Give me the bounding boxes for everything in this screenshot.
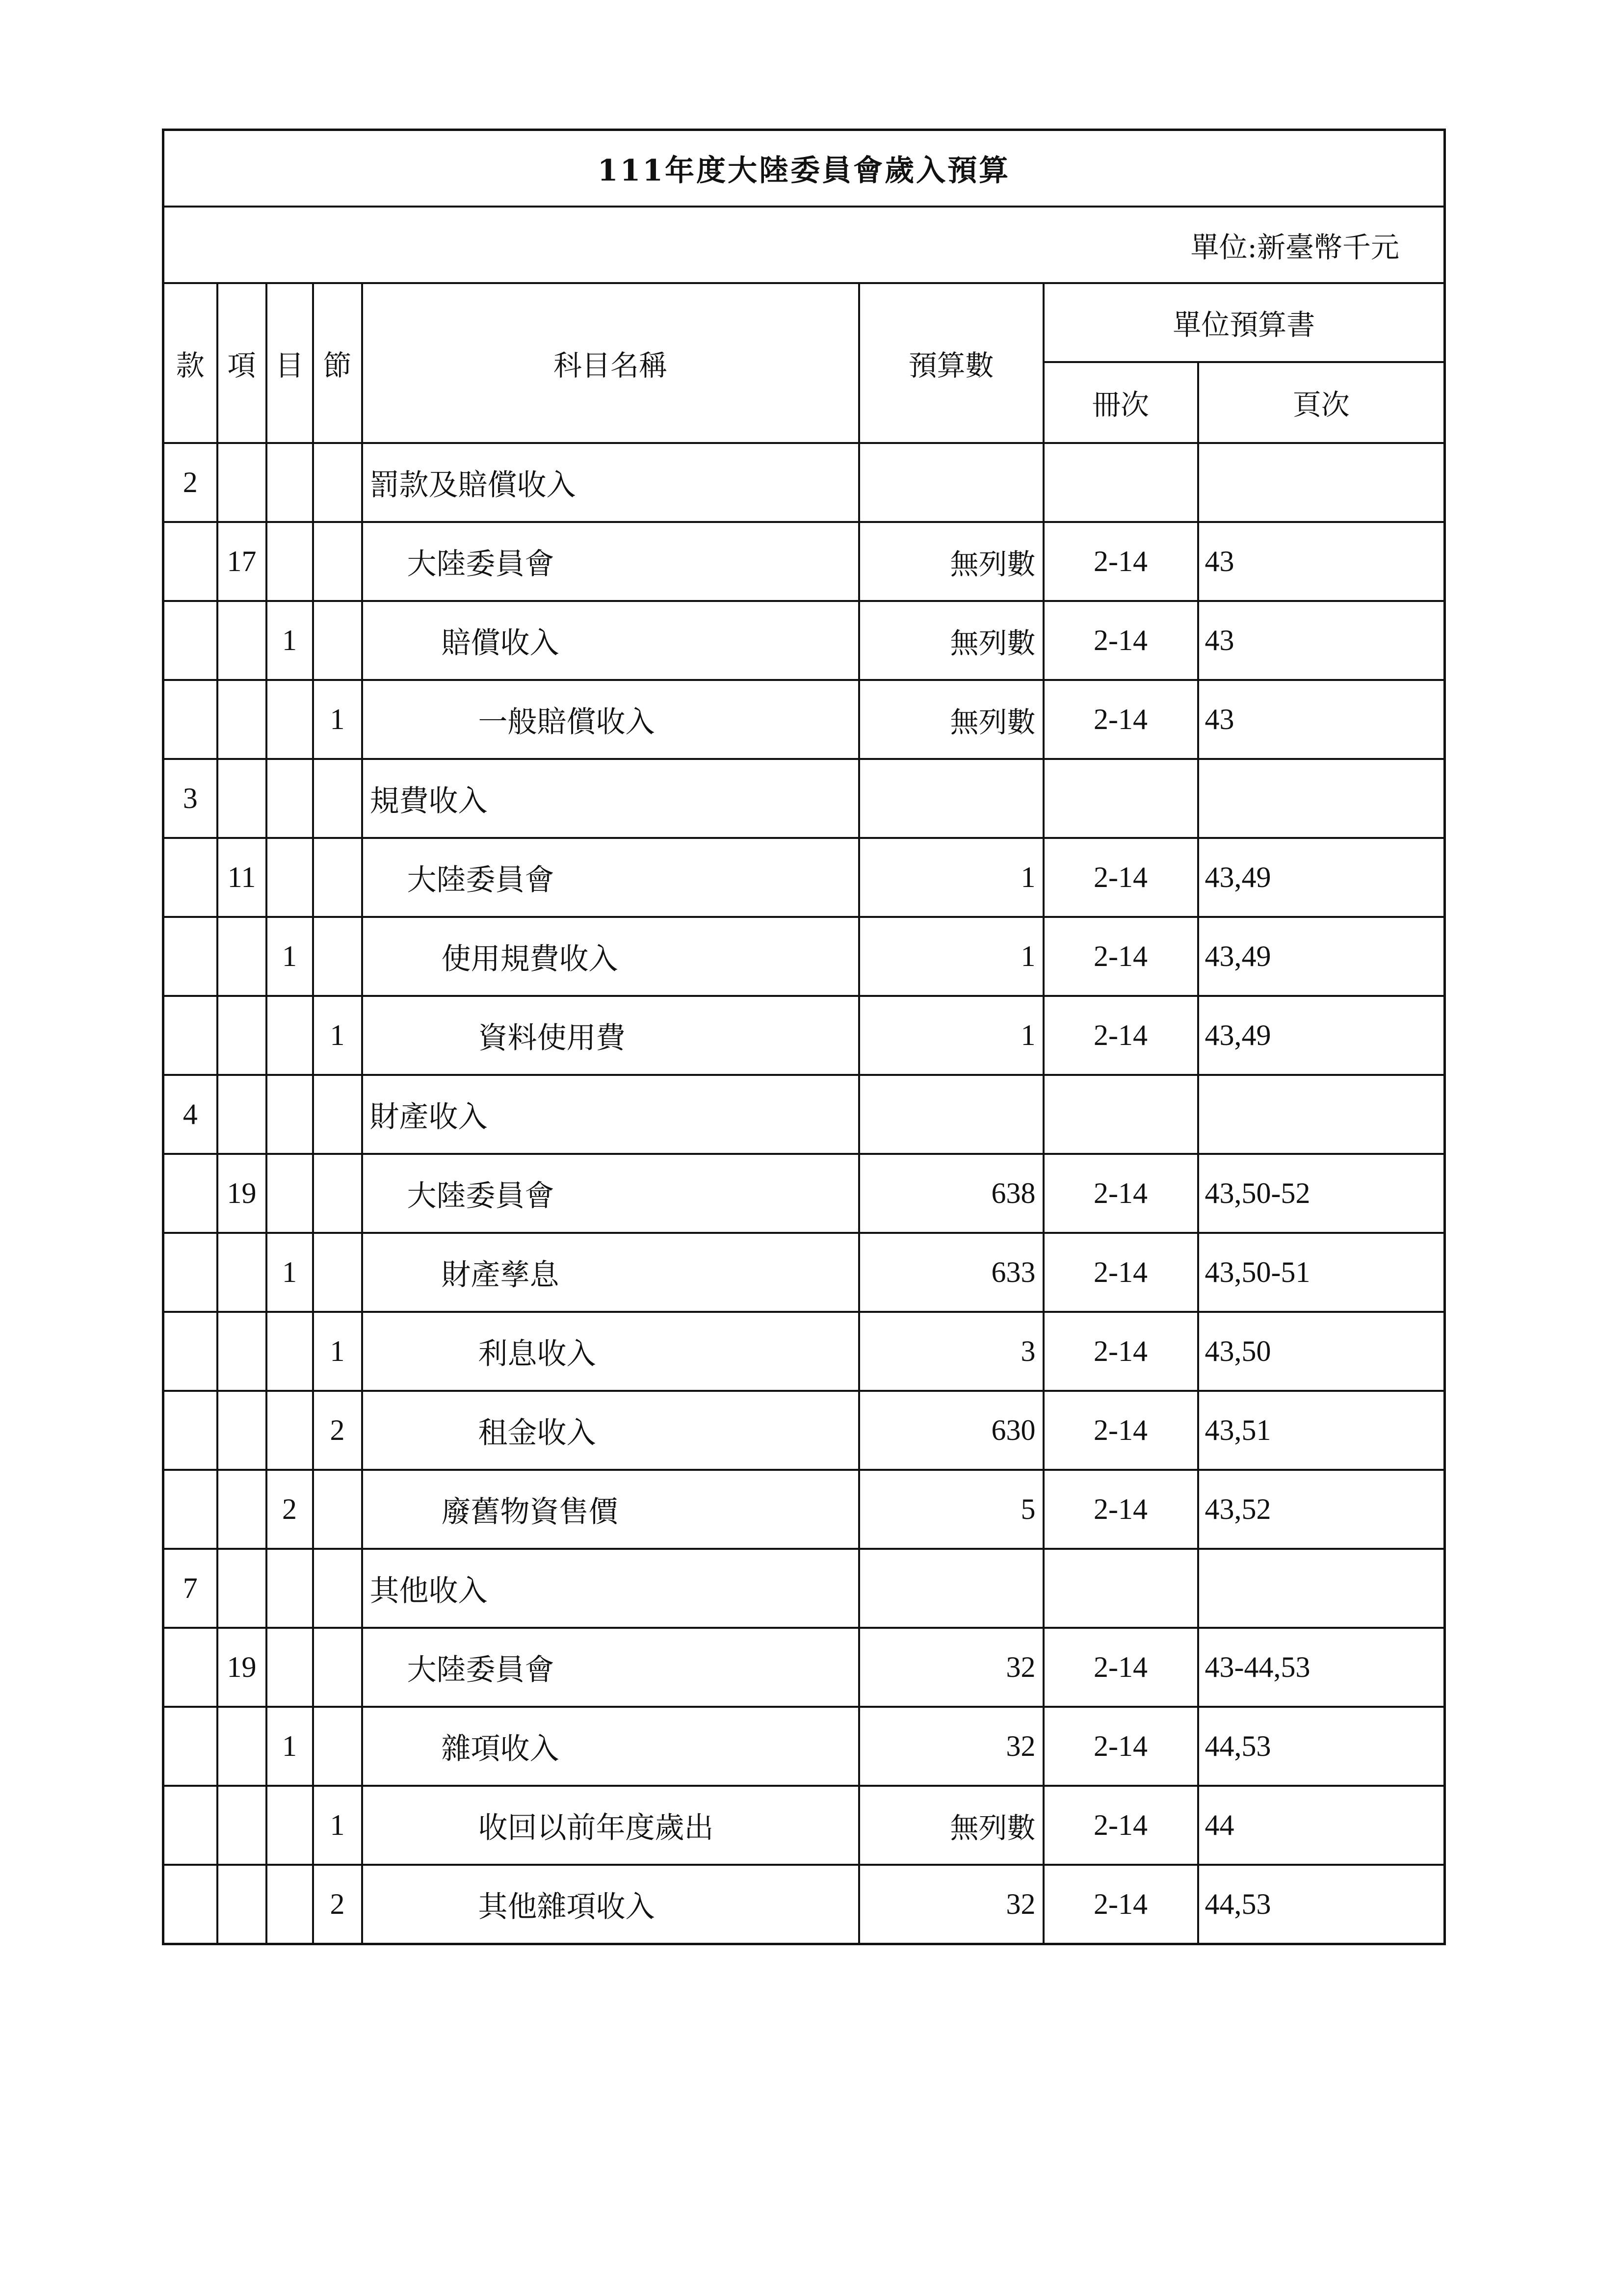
header-budget-amount: 預算數 xyxy=(859,283,1044,443)
cell-mu xyxy=(266,1628,313,1707)
cell-subject-name: 雜項收入 xyxy=(362,1707,859,1786)
header-xiang: 項 xyxy=(217,283,266,443)
cell-xiang xyxy=(217,1865,266,1944)
cell-volume xyxy=(1044,1549,1198,1628)
cell-budget-amount: 32 xyxy=(859,1707,1044,1786)
cell-subject-name: 其他收入 xyxy=(362,1549,859,1628)
cell-xiang: 19 xyxy=(217,1628,266,1707)
cell-kuan xyxy=(163,1154,217,1233)
cell-page: 43 xyxy=(1198,522,1445,601)
cell-page: 43,52 xyxy=(1198,1470,1445,1549)
cell-jie xyxy=(313,601,362,680)
cell-budget-amount: 3 xyxy=(859,1312,1044,1391)
cell-volume: 2-14 xyxy=(1044,1628,1198,1707)
table-row xyxy=(163,522,1445,601)
cell-xiang: 19 xyxy=(217,1154,266,1233)
cell-budget-amount: 638 xyxy=(859,1154,1044,1233)
cell-subject-name: 其他雜項收入 xyxy=(362,1865,859,1944)
cell-mu: 1 xyxy=(266,601,313,680)
cell-volume xyxy=(1044,1075,1198,1154)
cell-mu xyxy=(266,1391,313,1470)
cell-jie xyxy=(313,759,362,838)
cell-xiang xyxy=(217,1233,266,1312)
cell-volume: 2-14 xyxy=(1044,1391,1198,1470)
cell-mu xyxy=(266,838,313,917)
table-row xyxy=(163,1628,1445,1707)
table-row xyxy=(163,601,1445,680)
cell-subject-name: 財產收入 xyxy=(362,1075,859,1154)
cell-kuan xyxy=(163,1628,217,1707)
cell-mu: 1 xyxy=(266,1233,313,1312)
cell-subject-name: 財產孳息 xyxy=(362,1233,859,1312)
cell-budget-amount: 630 xyxy=(859,1391,1044,1470)
cell-volume xyxy=(1044,759,1198,838)
cell-volume: 2-14 xyxy=(1044,1707,1198,1786)
table-row xyxy=(163,1075,1445,1154)
cell-jie xyxy=(313,1233,362,1312)
cell-jie: 1 xyxy=(313,996,362,1075)
cell-subject-name: 規費收入 xyxy=(362,759,859,838)
cell-kuan: 4 xyxy=(163,1075,217,1154)
cell-volume: 2-14 xyxy=(1044,1865,1198,1944)
cell-volume: 2-14 xyxy=(1044,996,1198,1075)
header-subject-name: 科目名稱 xyxy=(362,283,859,443)
cell-kuan xyxy=(163,1786,217,1865)
cell-page xyxy=(1198,1075,1445,1154)
cell-kuan: 3 xyxy=(163,759,217,838)
cell-budget-amount xyxy=(859,1549,1044,1628)
cell-budget-amount xyxy=(859,1075,1044,1154)
table-row xyxy=(163,1865,1445,1944)
cell-xiang xyxy=(217,1707,266,1786)
cell-page: 43,51 xyxy=(1198,1391,1445,1470)
cell-kuan xyxy=(163,601,217,680)
cell-kuan xyxy=(163,1391,217,1470)
cell-subject-name: 一般賠償收入 xyxy=(362,680,859,759)
cell-xiang xyxy=(217,443,266,522)
cell-xiang xyxy=(217,759,266,838)
cell-xiang: 17 xyxy=(217,522,266,601)
table-row xyxy=(163,996,1445,1075)
cell-jie xyxy=(313,443,362,522)
cell-xiang xyxy=(217,1549,266,1628)
cell-mu: 1 xyxy=(266,1707,313,1786)
header-unit-budget-book: 單位預算書 xyxy=(1044,283,1445,362)
cell-budget-amount xyxy=(859,443,1044,522)
cell-jie xyxy=(313,1707,362,1786)
cell-page: 43,50-51 xyxy=(1198,1233,1445,1312)
cell-mu xyxy=(266,443,313,522)
table-row xyxy=(163,838,1445,917)
budget-table xyxy=(162,129,1446,1945)
header-jie: 節 xyxy=(313,283,362,443)
cell-kuan xyxy=(163,1707,217,1786)
cell-subject-name: 使用規費收入 xyxy=(362,917,859,996)
cell-xiang: 11 xyxy=(217,838,266,917)
cell-budget-amount: 1 xyxy=(859,996,1044,1075)
cell-mu xyxy=(266,1154,313,1233)
cell-mu: 2 xyxy=(266,1470,313,1549)
cell-budget-amount: 32 xyxy=(859,1628,1044,1707)
header-mu: 目 xyxy=(266,283,313,443)
cell-page: 43,49 xyxy=(1198,917,1445,996)
cell-jie xyxy=(313,917,362,996)
cell-xiang xyxy=(217,601,266,680)
cell-kuan: 2 xyxy=(163,443,217,522)
table-row xyxy=(163,1391,1445,1470)
cell-kuan xyxy=(163,1865,217,1944)
table-row xyxy=(163,1233,1445,1312)
cell-subject-name: 大陸委員會 xyxy=(362,1628,859,1707)
cell-volume: 2-14 xyxy=(1044,1312,1198,1391)
cell-kuan xyxy=(163,1470,217,1549)
cell-budget-amount: 32 xyxy=(859,1865,1044,1944)
cell-subject-name: 罰款及賠償收入 xyxy=(362,443,859,522)
cell-volume: 2-14 xyxy=(1044,917,1198,996)
cell-kuan xyxy=(163,838,217,917)
table-row xyxy=(163,443,1445,522)
cell-xiang xyxy=(217,680,266,759)
cell-volume: 2-14 xyxy=(1044,838,1198,917)
cell-volume xyxy=(1044,443,1198,522)
table-row xyxy=(163,1549,1445,1628)
table-row xyxy=(163,1154,1445,1233)
cell-mu xyxy=(266,522,313,601)
cell-xiang xyxy=(217,1391,266,1470)
cell-page: 43-44,53 xyxy=(1198,1628,1445,1707)
cell-mu xyxy=(266,1312,313,1391)
cell-page xyxy=(1198,759,1445,838)
cell-volume: 2-14 xyxy=(1044,601,1198,680)
cell-jie xyxy=(313,1154,362,1233)
cell-page: 43,49 xyxy=(1198,996,1445,1075)
cell-budget-amount: 633 xyxy=(859,1233,1044,1312)
cell-page: 43 xyxy=(1198,601,1445,680)
cell-jie: 1 xyxy=(313,1312,362,1391)
table-title: 111年度大陸委員會歲入預算 xyxy=(163,130,1445,207)
cell-kuan xyxy=(163,1233,217,1312)
cell-subject-name: 大陸委員會 xyxy=(362,838,859,917)
cell-mu xyxy=(266,1075,313,1154)
table-row xyxy=(163,917,1445,996)
cell-budget-amount: 無列數 xyxy=(859,680,1044,759)
cell-jie: 2 xyxy=(313,1865,362,1944)
cell-kuan xyxy=(163,1312,217,1391)
cell-volume: 2-14 xyxy=(1044,680,1198,759)
cell-subject-name: 收回以前年度歲出 xyxy=(362,1786,859,1865)
table-row xyxy=(163,1707,1445,1786)
cell-kuan xyxy=(163,917,217,996)
cell-volume: 2-14 xyxy=(1044,1470,1198,1549)
cell-subject-name: 大陸委員會 xyxy=(362,522,859,601)
cell-budget-amount: 1 xyxy=(859,917,1044,996)
cell-mu xyxy=(266,759,313,838)
cell-mu: 1 xyxy=(266,917,313,996)
cell-xiang xyxy=(217,917,266,996)
cell-jie xyxy=(313,838,362,917)
table-row xyxy=(163,1312,1445,1391)
cell-page: 43,50-52 xyxy=(1198,1154,1445,1233)
cell-page: 43,49 xyxy=(1198,838,1445,917)
cell-kuan: 7 xyxy=(163,1549,217,1628)
cell-page: 43 xyxy=(1198,680,1445,759)
cell-xiang xyxy=(217,1312,266,1391)
cell-subject-name: 賠償收入 xyxy=(362,601,859,680)
cell-jie: 2 xyxy=(313,1391,362,1470)
cell-xiang xyxy=(217,996,266,1075)
cell-kuan xyxy=(163,522,217,601)
cell-mu xyxy=(266,996,313,1075)
cell-page: 44,53 xyxy=(1198,1865,1445,1944)
header-volume: 冊次 xyxy=(1044,362,1198,443)
header-page: 頁次 xyxy=(1198,362,1445,443)
cell-subject-name: 資料使用費 xyxy=(362,996,859,1075)
table-row xyxy=(163,1470,1445,1549)
cell-budget-amount xyxy=(859,759,1044,838)
cell-mu xyxy=(266,1549,313,1628)
cell-jie: 1 xyxy=(313,680,362,759)
cell-mu xyxy=(266,680,313,759)
cell-xiang xyxy=(217,1786,266,1865)
cell-mu xyxy=(266,1865,313,1944)
table-row xyxy=(163,759,1445,838)
table-row xyxy=(163,680,1445,759)
cell-subject-name: 廢舊物資售價 xyxy=(362,1470,859,1549)
table-row xyxy=(163,1786,1445,1865)
cell-page: 44,53 xyxy=(1198,1707,1445,1786)
cell-budget-amount: 無列數 xyxy=(859,522,1044,601)
cell-mu xyxy=(266,1786,313,1865)
cell-jie xyxy=(313,1075,362,1154)
header-kuan: 款 xyxy=(163,283,217,443)
cell-page xyxy=(1198,443,1445,522)
cell-volume: 2-14 xyxy=(1044,522,1198,601)
cell-page: 43,50 xyxy=(1198,1312,1445,1391)
cell-volume: 2-14 xyxy=(1044,1786,1198,1865)
cell-budget-amount: 無列數 xyxy=(859,1786,1044,1865)
cell-jie xyxy=(313,1470,362,1549)
cell-jie xyxy=(313,522,362,601)
cell-xiang xyxy=(217,1075,266,1154)
cell-jie xyxy=(313,1549,362,1628)
cell-volume: 2-14 xyxy=(1044,1154,1198,1233)
cell-kuan xyxy=(163,996,217,1075)
cell-budget-amount: 無列數 xyxy=(859,601,1044,680)
cell-subject-name: 大陸委員會 xyxy=(362,1154,859,1233)
cell-budget-amount: 1 xyxy=(859,838,1044,917)
cell-page: 44 xyxy=(1198,1786,1445,1865)
cell-xiang xyxy=(217,1470,266,1549)
cell-budget-amount: 5 xyxy=(859,1470,1044,1549)
cell-page xyxy=(1198,1549,1445,1628)
cell-kuan xyxy=(163,680,217,759)
cell-volume: 2-14 xyxy=(1044,1233,1198,1312)
cell-jie: 1 xyxy=(313,1786,362,1865)
cell-subject-name: 利息收入 xyxy=(362,1312,859,1391)
unit-label: 單位:新臺幣千元 xyxy=(163,207,1445,283)
cell-subject-name: 租金收入 xyxy=(362,1391,859,1470)
cell-jie xyxy=(313,1628,362,1707)
